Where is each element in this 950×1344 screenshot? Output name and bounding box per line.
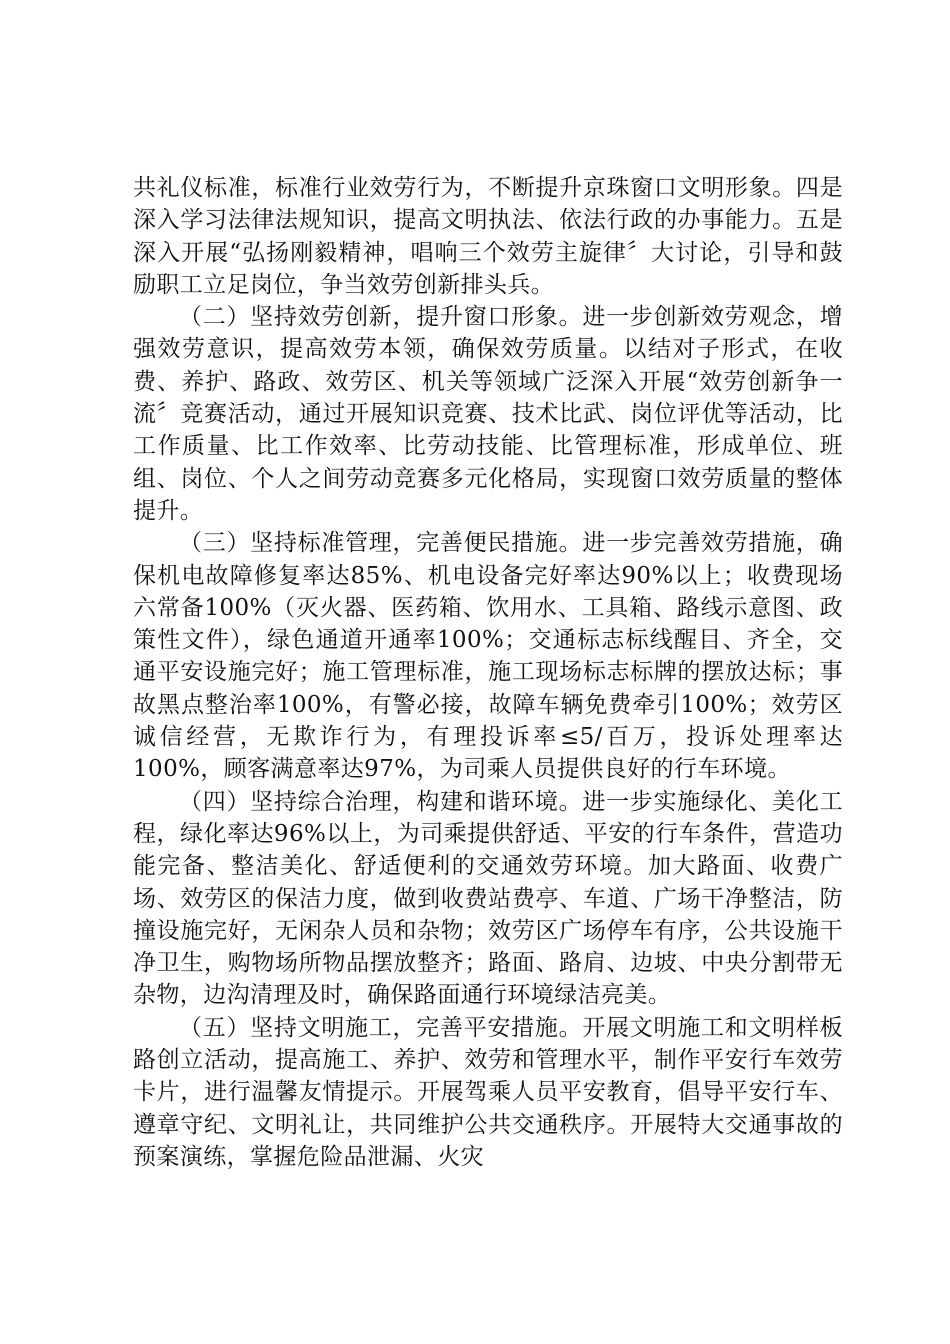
document-page xyxy=(133,172,843,1173)
paragraph-1-continuation: 共礼仪标准，标准行业效劳行为，不断提升京珠窗口文明形象。四是深入学习法律法规知识，提高文明执法、依法行政的办事能力。五是深入开展“弘扬刚毅精神，唱响三个效劳主旋律〞大讨论，引导和鼓励职工立足岗位，争当效劳创新排头兵。 xyxy=(133,175,843,298)
paragraph-4-comprehensive-governance: （四）坚持综合治理，构建和谐环境。进一步实施绿化、美化工程，绿化率达96%以上，为司乘提供舒适、平安的行车条件，营造功能完备、整洁美化、舒适便利的交通效劳环境。加大路面、收费广场、效劳区的保洁力度，做到收费站费亭、车道、广场干净整洁，防撞设施完好，无闲杂人员和杂物；效劳区广场停车有序，公共设施干净卫生，购物场所物品摆放整齐；路面、路肩、边坡、中央分割带无杂物，边沟清理及时，确保路面通行环境绿洁亮美。 xyxy=(133,788,843,1009)
paragraph-2-service-innovation: （二）坚持效劳创新，提升窗口形象。进一步创新效劳观念，增强效劳意识，提高效劳本领，确保效劳质量。以结对子形式，在收费、养护、路政、效劳区、机关等领域广泛深入开展“效劳创新争一流〞竞赛活动，通过开展知识竞赛、技术比武、岗位评优等活动，比工作质量、比工作效率、比劳动技能、比管理标准，形成单位、班组、岗位、个人之间劳动竞赛多元化格局，实现窗口效劳质量的整体提升。 xyxy=(133,304,843,524)
paragraph-3-standard-management: （三）坚持标准管理，完善便民措施。进一步完善效劳措施，确保机电故障修复率达85%、机电设备完好率达90%以上；收费现场六常备100%（灭火器、医药箱、饮用水、工具箱、路线示意图、政策性文件），绿色通道开通率100%；交通标志标线醒目、齐全，交通平安设施完好；施工管理标准，施工现场标志标牌的摆放达标；事故黑点整治率100%，有警必接，故障车辆免费牵引100%；效劳区诚信经营，无欺诈行为，有理投诉率≤5/百万，投诉处理率达100%，顾客满意率达97%，为司乘人员提供良好的行车环境。 xyxy=(133,530,843,783)
paragraph-5-civilized-construction: （五）坚持文明施工，完善平安措施。开展文明施工和文明样板路创立活动，提高施工、养护、效劳和管理水平，制作平安行车效劳卡片，进行温馨友情提示。开展驾乘人员平安教育，倡导平安行车、遵章守纪、文明礼让，共同维护公共交通秩序。开展特大交通事故的预案演练，掌握危险品泄漏、火灾 xyxy=(133,1014,843,1170)
